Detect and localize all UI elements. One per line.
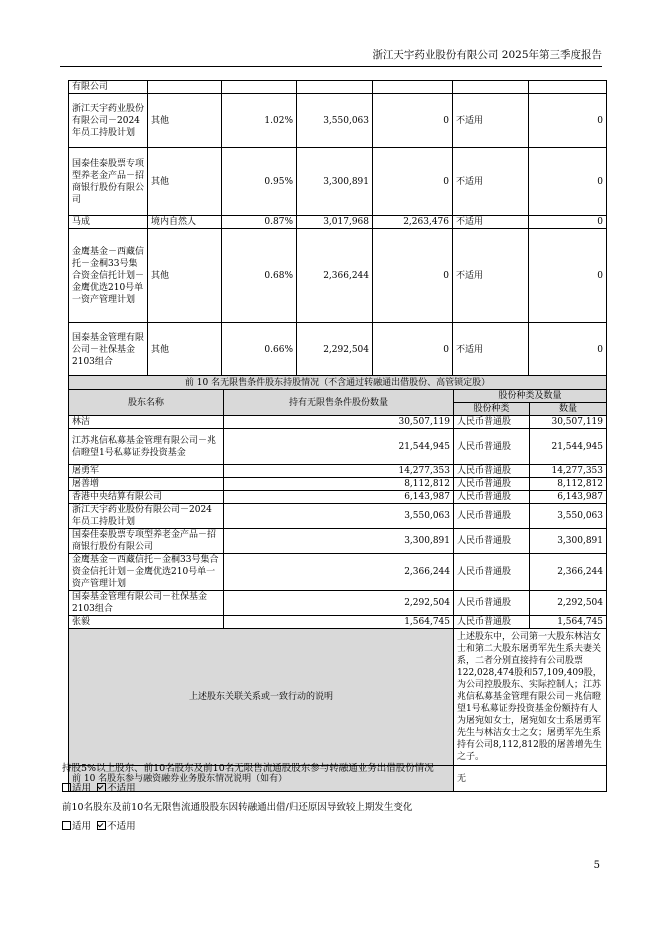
cell-pledge-qty <box>529 81 607 94</box>
cell-restricted: 0 <box>373 148 453 216</box>
page-number: 5 <box>593 860 600 871</box>
checkbox-not-applicable-2 <box>97 821 106 830</box>
cell-pct: 0.66% <box>222 323 297 377</box>
cell-pct <box>222 81 297 94</box>
table-row <box>69 529 607 554</box>
cell-name: 国泰基金管理有限公司－社保基金2103组合 <box>69 591 224 616</box>
cell-restricted: 0 <box>373 229 453 323</box>
cell-shares: 3,300,891 <box>297 148 373 216</box>
cell-qty: 2,292,504 <box>224 591 454 616</box>
cell-type: 人民币普通股 <box>454 429 530 465</box>
header-divider <box>60 66 602 67</box>
cell-restricted: 0 <box>373 323 453 377</box>
header-share-type-group: 股份种类及数量 <box>454 390 607 403</box>
cell-type: 人民币普通股 <box>454 478 530 491</box>
cell-count: 2,292,504 <box>530 591 607 616</box>
cell-shares <box>297 81 373 94</box>
table-row <box>69 416 607 429</box>
cell-count: 30,507,119 <box>530 416 607 429</box>
cell-pledge-qty: 0 <box>529 148 607 216</box>
table-row <box>69 591 607 616</box>
cell-name: 屠善增 <box>69 478 224 491</box>
cell-pct: 1.02% <box>222 94 297 148</box>
header-unrestricted-qty: 持有无限售条件股份数量 <box>224 390 454 416</box>
note-lending-change: 前10名股东及前10名无限售流通股股东因转融通出借/归还原因导致较上期发生变化 <box>62 802 413 813</box>
cell-pct: 0.68% <box>222 229 297 323</box>
cell-qty: 1,564,745 <box>224 616 454 629</box>
cell-qty: 2,366,244 <box>224 554 454 591</box>
checkbox-applicable-2 <box>62 821 71 830</box>
cell-name: 国泰佳泰股票专项型养老金产品－招商银行股份有限公司 <box>69 529 224 554</box>
cell-type: 人民币普通股 <box>454 504 530 529</box>
cell-shares: 2,292,504 <box>297 323 373 377</box>
cell-pledge: 不适用 <box>453 216 529 229</box>
checkbox-not-applicable-1 <box>97 783 106 792</box>
top10-shareholders-table <box>68 80 607 377</box>
cell-count: 6,143,987 <box>530 491 607 504</box>
cell-name: 江苏兆信私募基金管理有限公司－兆信瞪望1号私募证券投资基金 <box>69 429 224 465</box>
header-share-type: 股份种类 <box>454 403 530 416</box>
cell-pledge-qty: 0 <box>529 323 607 377</box>
cell-type: 人民币普通股 <box>454 616 530 629</box>
table-row <box>69 148 607 216</box>
cell-shares: 3,550,063 <box>297 94 373 148</box>
cell-type: 其他 <box>148 94 222 148</box>
cell-count: 3,550,063 <box>530 504 607 529</box>
option-not-applicable-1: 不适用 <box>107 783 136 794</box>
cell-count: 8,112,812 <box>530 478 607 491</box>
cell-pledge-qty: 0 <box>529 216 607 229</box>
table-row <box>69 491 607 504</box>
cell-type: 人民币普通股 <box>454 465 530 478</box>
cell-pct: 0.87% <box>222 216 297 229</box>
cell-name: 张毅 <box>69 616 224 629</box>
option-applicable-2: 适用 <box>72 821 92 832</box>
cell-type: 其他 <box>148 229 222 323</box>
cell-type <box>148 81 222 94</box>
cell-qty: 30,507,119 <box>224 416 454 429</box>
cell-qty: 3,300,891 <box>224 529 454 554</box>
cell-name: 马成 <box>69 216 148 229</box>
cell-pledge <box>453 81 529 94</box>
report-header-title: 浙江天宇药业股份有限公司 2025年第三季度报告 <box>372 49 602 61</box>
note-securities-lending-options <box>62 780 136 794</box>
cell-pct: 0.95% <box>222 148 297 216</box>
cell-shares: 2,366,244 <box>297 229 373 323</box>
cell-qty: 3,550,063 <box>224 504 454 529</box>
cell-restricted: 2,263,476 <box>373 216 453 229</box>
margin-trading-label: 前 10 名股东参与融资融券业务股东情况说明（如有） <box>69 766 454 792</box>
cell-count: 3,300,891 <box>530 529 607 554</box>
cell-name: 林洁 <box>69 416 224 429</box>
table-row <box>69 323 607 377</box>
cell-type: 人民币普通股 <box>454 554 530 591</box>
cell-name: 有限公司 <box>69 81 148 94</box>
cell-count: 2,366,244 <box>530 554 607 591</box>
table-row <box>69 229 607 323</box>
cell-count: 1,564,745 <box>530 616 607 629</box>
cell-pledge: 不适用 <box>453 323 529 377</box>
header-share-count: 数量 <box>530 403 607 416</box>
cell-type: 人民币普通股 <box>454 491 530 504</box>
table-row <box>69 465 607 478</box>
option-not-applicable-2: 不适用 <box>107 821 136 832</box>
unrestricted-shareholders-table <box>68 375 607 792</box>
cell-pledge: 不适用 <box>453 148 529 216</box>
note-lending-change-options <box>62 818 136 832</box>
cell-pledge-qty: 0 <box>529 94 607 148</box>
option-applicable-1: 适用 <box>72 783 92 794</box>
cell-type: 其他 <box>148 148 222 216</box>
cell-pledge: 不适用 <box>453 94 529 148</box>
cell-pledge-qty: 0 <box>529 229 607 323</box>
header-shareholder-name: 股东名称 <box>69 390 224 416</box>
table-row <box>69 616 607 629</box>
cell-name: 国泰佳泰股票专项型养老金产品－招商银行股份有限公司 <box>69 148 148 216</box>
cell-type: 人民币普通股 <box>454 529 530 554</box>
cell-name: 香港中央结算有限公司 <box>69 491 224 504</box>
cell-shares: 3,017,968 <box>297 216 373 229</box>
table-row <box>69 429 607 465</box>
cell-qty: 21,544,945 <box>224 429 454 465</box>
table-row <box>69 554 607 591</box>
cell-qty: 14,277,353 <box>224 465 454 478</box>
unrestricted-section-title: 前 10 名无限售条件股东持股情况（不含通过转融通出借股份、高管锁定股） <box>69 376 607 390</box>
cell-name: 浙江天宇药业股份有限公司－2024年员工持股计划 <box>69 94 148 148</box>
cell-restricted <box>373 81 453 94</box>
cell-type: 人民币普通股 <box>454 416 530 429</box>
cell-name: 浙江天宇药业股份有限公司－2024年员工持股计划 <box>69 504 224 529</box>
cell-qty: 8,112,812 <box>224 478 454 491</box>
table-row <box>69 94 607 148</box>
cell-restricted: 0 <box>373 94 453 148</box>
table-row <box>69 504 607 529</box>
cell-qty: 6,143,987 <box>224 491 454 504</box>
cell-name: 国泰基金管理有限公司－社保基金2103组合 <box>69 323 148 377</box>
cell-count: 14,277,353 <box>530 465 607 478</box>
cell-name: 金鹰基金－西藏信托－金桐33号集合资金信托计划－金鹰优选210号单一资产管理计划 <box>69 554 224 591</box>
cell-type: 人民币普通股 <box>454 591 530 616</box>
table-row <box>69 478 607 491</box>
cell-name: 金鹰基金－西藏信托－金桐33号集合资金信托计划－金鹰优选210号单一资产管理计划 <box>69 229 148 323</box>
margin-trading-text: 无 <box>454 766 607 792</box>
note-securities-lending: 持股5%以上股东、前10名股东及前10名无限售流通股股东参与转融通业务出借股份情况 <box>62 763 434 774</box>
cell-count: 21,544,945 <box>530 429 607 465</box>
table-row <box>69 81 607 94</box>
cell-name: 屠勇军 <box>69 465 224 478</box>
table-row <box>69 216 607 229</box>
cell-type: 境内自然人 <box>148 216 222 229</box>
relation-label: 上述股东关联关系或一致行动的说明 <box>69 629 454 766</box>
cell-type: 其他 <box>148 323 222 377</box>
relation-text: 上述股东中，公司第一大股东林洁女士和第二大股东屠勇军先生系夫妻关系，二者分别直接持有公司股票122,028,474股和57,109,409股，为公司控股股东、实际控制人；江苏兆信私募基金管理有限公司－兆信瞪望1号私募证券投资基金份额持有人为屠宛如女士，屠宛如女士系屠勇军先生与林洁女士之女；屠勇军先生系持有公司8,112,812股的屠善增先生之子。 <box>454 629 607 766</box>
cell-pledge: 不适用 <box>453 229 529 323</box>
checkbox-applicable-1 <box>62 783 71 792</box>
